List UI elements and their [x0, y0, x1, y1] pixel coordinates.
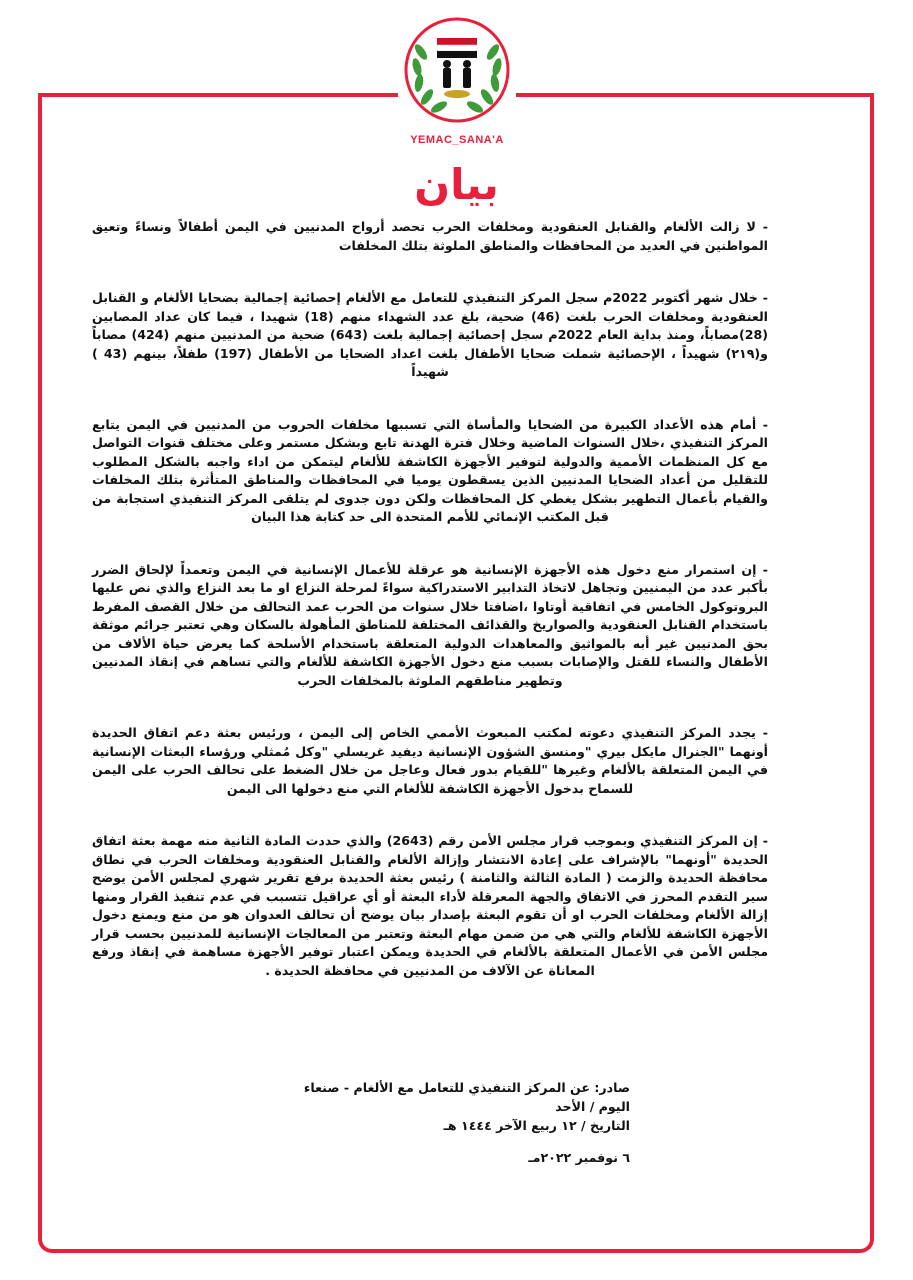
- day-line: اليوم / الأحد: [555, 1099, 630, 1114]
- paragraph-3: - أمام هذه الأعداد الكبيرة من الضحايا والمأساة التي تسببها مخلفات الحروب من المدنيين في اليمن يتابع المركز التنفيذي ،خلال السنوات الماضية وخلال فترة الهدنة تابع وبشكل مستمر وعلى مختلف قنوات التواصل مع كل المنظمات الأممية والدولية لتوفير الأجهزة الكاشفة للألغام ليتمكن من اداء واجبه بالشكل المطلوب للتقليل من أعداد الضحايا المدنيين الذين يسقطون يوميا في المحافظات والمناطق المتأثرة بتلك المخلفات والقيام بأعمال التطهير بشكل يغطي كل المحافظات ولكن دون جدوى لم يتلقى المركز التنفيذي استجابة من قبل المكتب الإنمائي للأمم المتحدة الى حد كتابة هذا البيان: [92, 416, 768, 524]
- paragraph-4: - إن استمرار منع دخول هذه الأجهزة الإنسانية هو عرقلة للأعمال الإنسانية في اليمن وتعمداً لإلحاق الضرر بأكبر عدد من اليمنيين وتجاهل لاتخاذ التدابير الاستدراكية سواءً لمرحلة النزاع او ما بعد النزاع والذي نص عليها البروتوكول الخامس في اتفاقية أوتاوا ،اضافتا خلال سنوات من الحرب عمد التحالف من خلال القصف المفرط باستخدام القنابل العنقودية والصواريخ والقذائف المختلفة للمناطق المأهولة بالسكان وهي تعتبر جرائم موثقة بحق المدنيين غير أبه بالمواثيق والمعاهدات الدولية المتعلقة باستخدام الأسلحة كما يعرض حياة الألاف من الأطفال والنساء للقتل والإصابات بسبب منع دخول الأجهزة الكاشفة للألغام والتي تساهم في إنقاذ المدنيين وتطهير مناطقهم الملوثة بالمخلفات الحرب: [92, 561, 768, 688]
- gregorian-date-line: ٦ نوفمبر ٢٠٢٢مـ: [528, 1150, 630, 1165]
- paragraph-2: - خلال شهر أكتوبر 2022م سجل المركز التنفيذي للتعامل مع الألغام إحصائية إجمالية بضحايا الألغام و القنابل العنقودية ومخلفات الحرب بلغت (46) ضحية، بلغ عدد الشهداء منهم (18) شهيدا ، فيما كان عداد المصابين (28)مصاباً، ومنذ بداية العام 2022م سجل إحصائية إجمالية بلغت (643) ضحية من المدنيين منهم (424) مصاباً و(٢١٩) شهيداً ، الإحصائية شملت ضحايا الأطفال بلغت اعداد الضحايا من الأطفال (197) طفلاً، بينهم (43 ) شهيداً: [92, 290, 769, 379]
- issuer-line: صادر: عن المركز التنفيذي للتعامل مع الألغام - صنعاء: [303, 1080, 630, 1095]
- logo-caption: YEMAC_SANA'A: [410, 134, 504, 146]
- statement-body: [92, 218, 768, 1014]
- statement-footer: [300, 1078, 630, 1167]
- paragraph-5: - يجدد المركز التنفيذي دعوته لمكتب المبعوث الأممي الخاص إلى اليمن ، ورئيس بعثة دعم اتفاق الحديدة أونهما "الجنرال مايكل بيري "ومنسق الشؤون الإنسانية ديفيد غريسلي "وكل مُمثلي ورؤساء البعثات الإنسانية في اليمن المتعلقة بالألغام وغيرها "للقيام بدور فعال وعاجل من خلال الضغط على تحالف الحرب على اليمن للسماح بدخول الأجهزة الكاشفة للألغام التي منع دخولها الى اليمن: [92, 725, 768, 796]
- hijri-date-line: التاريخ / ١٢ ربيع الآخر ١٤٤٤ هـ: [443, 1118, 630, 1133]
- document-title: بيان: [414, 160, 499, 209]
- frame-top-right-edge: [516, 93, 874, 97]
- paragraph-6: - إن المركز التنفيذي وبموجب قرار مجلس الأمن رقم (2643) والذي حددت المادة الثانية منه مهمة بعثة اتفاق الحديدة "أونهما" بالإشراف على إعادة الانتشار وإزالة الألغام والقنابل العنقودية ومخلفات الحرب في نطاق محافظة الحديدة والزمت ( المادة الثالثة والثامنة ) رئيس بعثة الحديدة برفع تقرير شهري لمجلس الأمن يوضح سير التقدم المحرز في الاتفاق والجهة المعرقلة لأداء البعثة أو أي عراقيل تتسبب في عدم تنفيذ القرار ومنها إزالة الألغام ومخلفات الحرب او أن تقوم البعثة بإصدار بيان يوضح أن تحالف العدوان هو من منع ويمنع دخول الأجهزة الكاشفة للألغام والتي هي من ضمن مهام البعثة وتعتبر من المعالجات الإنسانية للمدنيين بحسب قرار مجلس الأمن في الأعمال المتعلقة بالألغام في الحديدة ويمكن اعتبار توفير الأجهزة مساهمة في إنقاذ ورفع المعاناة عن الآلاف من المدنيين في محافظة الحديدة .: [92, 833, 768, 978]
- paragraph-1: - لا زالت الألغام والقنابل العنقودية ومخلفات الحرب تحصد أرواح المدنيين في اليمن أطفالاً ونساءً وتعيق المواطنين في العديد من المحافظات والمناطق الملوثة بتلك المخلفات: [92, 219, 768, 253]
- frame-top-left-edge: [38, 93, 398, 97]
- yemac-emblem-icon: [403, 12, 511, 130]
